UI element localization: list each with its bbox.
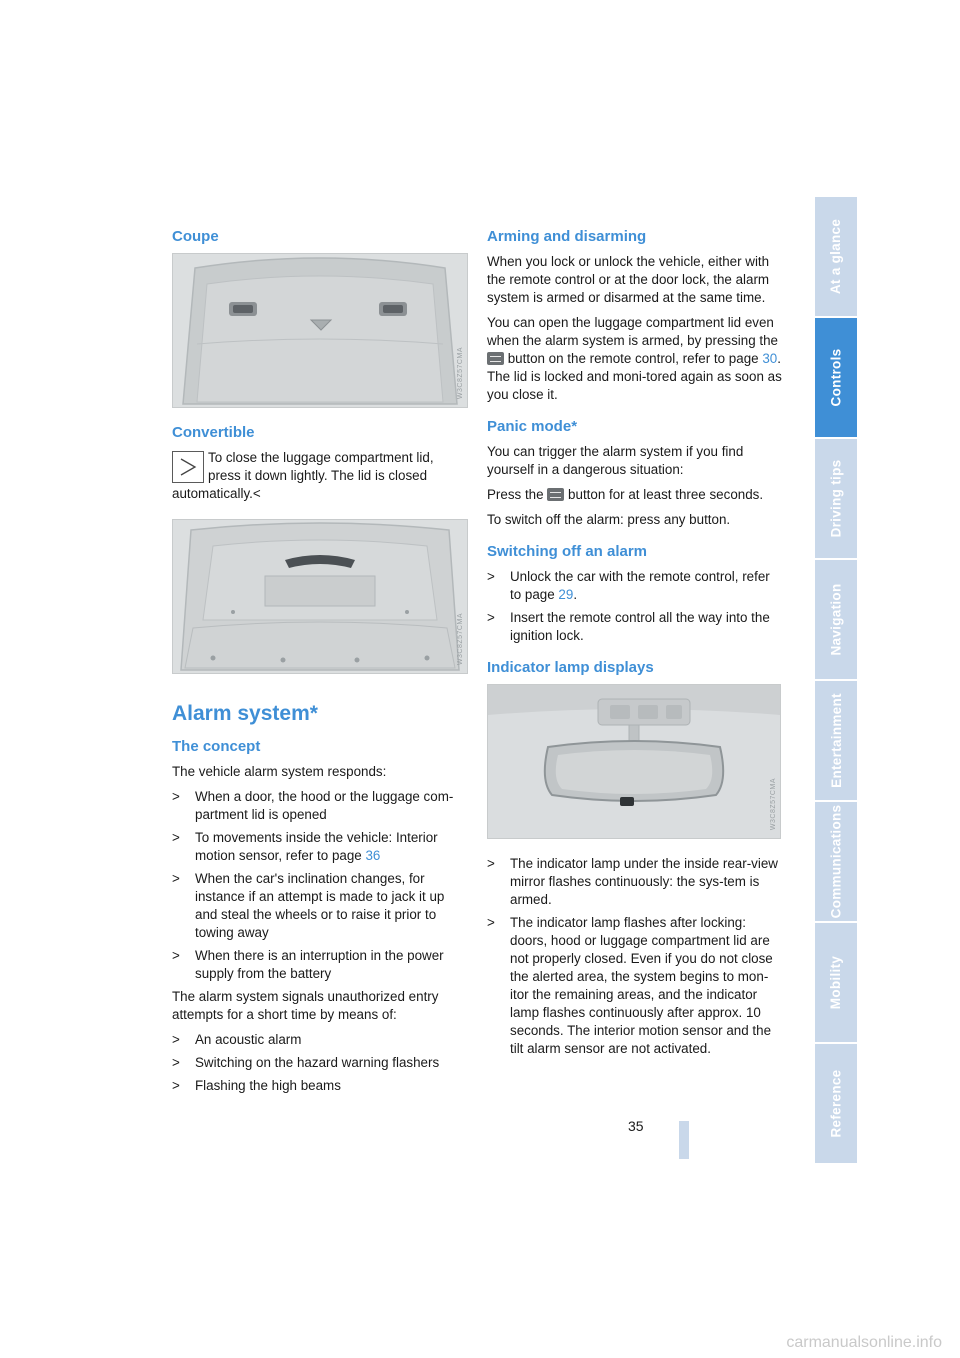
indicator-list [487, 855, 782, 1058]
tab-reference[interactable]: Reference [815, 1044, 857, 1163]
page-marker-bar [679, 1121, 689, 1159]
rearview-mirror-illustration [487, 684, 781, 839]
note-line-2: press it down lightly. The lid is closed [208, 468, 428, 483]
tab-controls[interactable]: Controls [815, 318, 857, 437]
alarm-system-heading: Alarm system* [172, 702, 318, 725]
note-arrow-icon [172, 451, 204, 483]
list-item: > Switching on the hazard warning flashers [172, 1055, 440, 1070]
page-link-30[interactable]: 30 [762, 351, 778, 366]
list-item: > Flashing the high beams [172, 1078, 341, 1093]
panic-heading: Panic mode* [487, 418, 578, 435]
note-line-3: automatically. [172, 486, 253, 501]
list-item: > When a door, the hood or the luggage com-partment lid is opened [172, 789, 454, 822]
list-item: > When there is an interruption in the power supply from the battery [172, 948, 444, 981]
list-item: > Insert the remote control all the way into the ignition lock. [487, 610, 770, 643]
coupe-heading: Coupe [172, 228, 219, 245]
list-item: > The indicator lamp flashes after locking: doors, hood or luggage compartment lid are not properly closed. Even if you do not close the alerted area, the system begins to mon-itor the remaining areas, and the indicator lamp flashes continuously after approx. 10 seconds. The interior motion sensor and the tilt alarm sensor are not activated. [487, 915, 773, 1056]
arming-paragraph-2: You can open the luggage compartment lid even when the alarm system is armed, by pressing the button on the remote control, refer to page 30. The lid is locked and moni-tored again as soon as you close it. [487, 315, 782, 402]
indicator-heading: Indicator lamp displays [487, 659, 654, 676]
left-column [172, 228, 468, 1100]
tab-communications[interactable]: Communications [815, 802, 857, 921]
list-item: > To movements inside the vehicle: Interior motion sensor, refer to page 36 [172, 830, 438, 863]
footer-watermark: carmanualsonline.info [786, 1334, 942, 1351]
convertible-heading: Convertible [172, 424, 255, 441]
convertible-trunk-drawing [173, 520, 467, 673]
signals-intro: The alarm system signals unauthorized entry attempts for a short time by means of: [172, 989, 439, 1022]
switch-off-heading: Switching off an alarm [487, 543, 648, 560]
concept-intro: The vehicle alarm system responds: [172, 764, 387, 779]
tab-entertainment[interactable]: Entertainment [815, 681, 857, 800]
note-end-mark: < [252, 486, 261, 501]
concept-heading: The concept [172, 738, 261, 755]
arming-paragraph-1: When you lock or unlock the vehicle, either with the remote control or at the door lock, the alarm system is armed or disarmed at the same time. [487, 254, 770, 305]
convertible-note [172, 449, 468, 503]
convertible-note-text [172, 449, 468, 503]
panic-paragraph-1: You can trigger the alarm system if you find yourself in a dangerous situation: [487, 444, 744, 477]
signals-list [172, 1031, 468, 1095]
arming-heading: Arming and disarming [487, 228, 647, 245]
panic-paragraph-2: Press the button for at least three seconds. [487, 487, 764, 502]
list-item: > The indicator lamp under the inside rear-view mirror flashes continuously: the sys-tem is armed. [487, 856, 778, 907]
remote-panic-button-icon [547, 488, 564, 501]
rearview-mirror-drawing [488, 685, 780, 838]
coupe-trunk-drawing [173, 254, 467, 407]
switch-off-list [487, 568, 782, 645]
page-link-29[interactable]: 29 [558, 587, 574, 602]
page-link-36[interactable]: 36 [365, 848, 381, 863]
list-item: > When the car's inclination changes, for instance if an attempt is made to jack it up and steal the wheels or to raise it prior to towing away [172, 871, 445, 940]
figure-code: W3C8Z57CMA [770, 777, 777, 830]
concept-list [172, 788, 468, 983]
tab-driving-tips[interactable]: Driving tips [815, 439, 857, 558]
chapter-tabs [815, 197, 857, 1165]
figure-code: W3C8Z57CMA [457, 612, 464, 665]
note-line-1: To close the luggage compartment lid, [208, 450, 434, 465]
figure-code: W3C8Z57CMA [457, 346, 464, 399]
remote-trunk-button-icon [487, 352, 504, 365]
convertible-trunk-illustration [172, 519, 468, 674]
tab-mobility[interactable]: Mobility [815, 923, 857, 1042]
tab-navigation[interactable]: Navigation [815, 560, 857, 679]
list-item: > An acoustic alarm [172, 1032, 302, 1047]
page-number: 35 [628, 1118, 644, 1134]
panic-paragraph-3: To switch off the alarm: press any button. [487, 512, 731, 527]
coupe-trunk-illustration [172, 253, 468, 408]
tab-at-a-glance[interactable]: At a glance [815, 197, 857, 316]
right-column [487, 228, 782, 1063]
list-item: > Unlock the car with the remote control, refer to page 29. [487, 569, 770, 602]
